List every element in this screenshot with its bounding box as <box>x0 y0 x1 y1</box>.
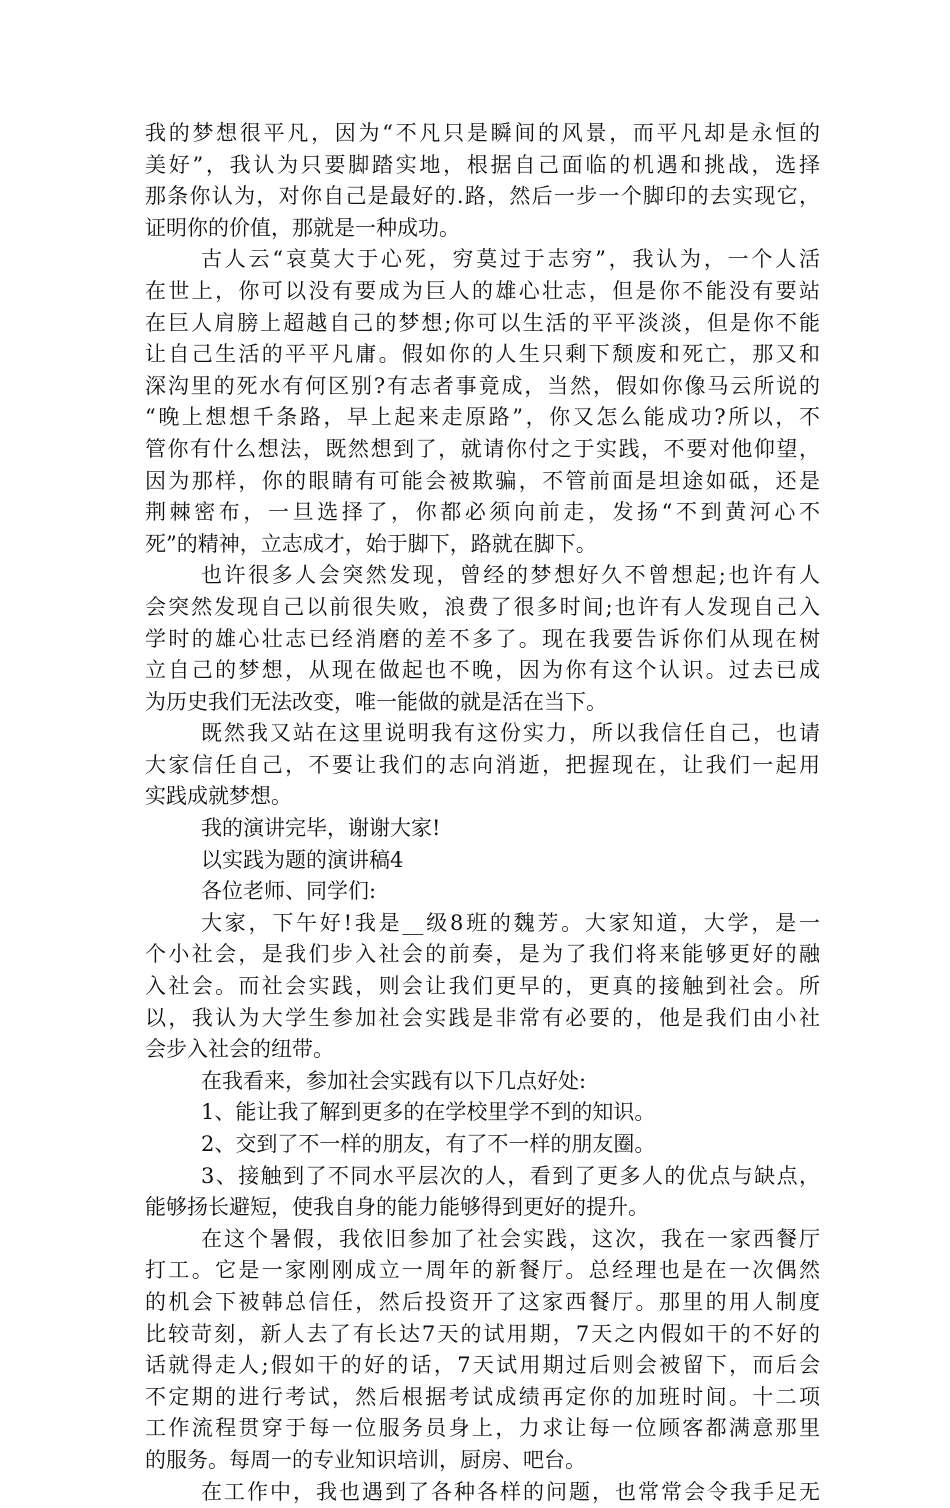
text-line: 3、接触到了不同水平层次的人，看到了更多人的优点与缺点， <box>201 1163 820 1188</box>
text-line: 管你有什么想法，既然想到了，就请你付之于实践，不要对他仰望， <box>145 436 820 461</box>
text-line: 深沟里的死水有何区别?有志者事竟成，当然，假如你像马云所说的 <box>145 373 820 398</box>
text-line: 的服务。每周一的专业知识培训，厨房、吧台。 <box>145 1447 586 1472</box>
text-line: 会步入社会的纽带。 <box>145 1037 334 1062</box>
text-line: 大家，下午好!我是__级8班的魏芳。大家知道，大学，是一 <box>201 910 820 935</box>
text-line: “晚上想想千条路，早上起来走原路”，你又怎么能成功?所以，不 <box>145 405 820 430</box>
text-line: 个小社会，是我们步入社会的前奏，是为了我们将来能够更好的融 <box>145 942 820 967</box>
text-line: 打工。它是一家刚刚成立一周年的新餐厅。总经理也是在一次偶然 <box>145 1258 820 1283</box>
text-line: 既然我又站在这里说明我有这份实力，所以我信任自己，也请 <box>201 721 820 746</box>
text-line: 以实践为题的演讲稿4 <box>201 847 404 872</box>
text-line: 大家信任自己，不要让我们的志向消逝，把握现在，让我们一起用 <box>145 752 820 777</box>
text-line: 以，我认为大学生参加社会实践是非常有必要的，他是我们由小社 <box>145 1005 820 1030</box>
text-line: 的机会下被韩总信任，然后投资开了这家西餐厅。那里的用人制度 <box>145 1289 820 1314</box>
text-line: 各位老师、同学们: <box>201 879 377 904</box>
text-line: 在工作中，我也遇到了各种各样的问题，也常常会令我手足无 <box>201 1479 820 1504</box>
text-line: 荆棘密布，一旦选择了，你都必须向前走，发扬“不到黄河心不 <box>145 500 820 525</box>
text-line: 为历史我们无法改变，唯一能做的就是活在当下。 <box>145 689 607 714</box>
text-line: 能够扬长避短，使我自身的能力能够得到更好的提升。 <box>145 1195 649 1220</box>
text-line: 话就得走人;假如干的好的话，7天试用期过后则会被留下，而后会 <box>145 1353 820 1378</box>
text-line: 那条你认为，对你自己是最好的.路，然后一步一个脚印的去实现它， <box>145 184 820 209</box>
text-line: 死”的精神，立志成才，始于脚下，路就在脚下。 <box>145 531 597 556</box>
text-line: 会突然发现自己以前很失败，浪费了很多时间;也许有人发现自己入 <box>145 594 820 619</box>
text-line: 我的演讲完毕，谢谢大家! <box>201 816 441 841</box>
text-line: 古人云“哀莫大于心死，穷莫过于志穷”，我认为，一个人活 <box>201 247 820 272</box>
text-line: 1、能让我了解到更多的在学校里学不到的知识。 <box>201 1100 656 1125</box>
text-line: 立自己的梦想，从现在做起也不晚，因为你有这个认识。过去已成 <box>145 658 820 683</box>
text-line: 美好”，我认为只要脚踏实地，根据自己面临的机遇和挑战，选择 <box>145 152 820 177</box>
text-line: 实践成就梦想。 <box>145 784 292 809</box>
text-line: 在我看来，参加社会实践有以下几点好处: <box>201 1068 587 1093</box>
text-line: 工作流程贯穿于每一位服务员身上，力求让每一位顾客都满意那里 <box>145 1416 820 1441</box>
text-line: 在世上，你可以没有要成为巨人的雄心壮志，但是你不能没有要站 <box>145 278 820 303</box>
speech-text-body <box>145 118 820 1508</box>
text-line: 我的梦想很平凡，因为“不凡只是瞬间的风景，而平凡却是永恒的 <box>145 121 820 145</box>
text-line: 让自己生活的平平凡庸。假如你的人生只剩下颓废和死亡，那又和 <box>145 342 820 367</box>
text-line: 比较苛刻，新人去了有长达7天的试用期，7天之内假如干的不好的 <box>145 1321 820 1346</box>
text-line: 在这个暑假，我依旧参加了社会实践，这次，我在一家西餐厅 <box>201 1226 820 1251</box>
text-line: 证明你的价值，那就是一种成功。 <box>145 215 460 240</box>
text-line: 2、交到了不一样的朋友，有了不一样的朋友圈。 <box>201 1132 656 1156</box>
text-line: 在巨人肩膀上超越自己的梦想;你可以生活的平平淡淡，但是你不能 <box>145 310 820 335</box>
text-line: 也许很多人会突然发现，曾经的梦想好久不曾想起;也许有人 <box>201 563 820 588</box>
text-line: 学时的雄心壮志已经消磨的差不多了。现在我要告诉你们从现在树 <box>145 626 820 651</box>
text-line: 入社会。而社会实践，则会让我们更早的，更真的接触到社会。所 <box>145 974 820 999</box>
text-line: 不定期的进行考试，然后根据考试成绩再定你的加班时间。十二项 <box>145 1384 820 1409</box>
text-line: 因为那样，你的眼睛有可能会被欺骗，不管前面是坦途如砥，还是 <box>145 468 820 493</box>
